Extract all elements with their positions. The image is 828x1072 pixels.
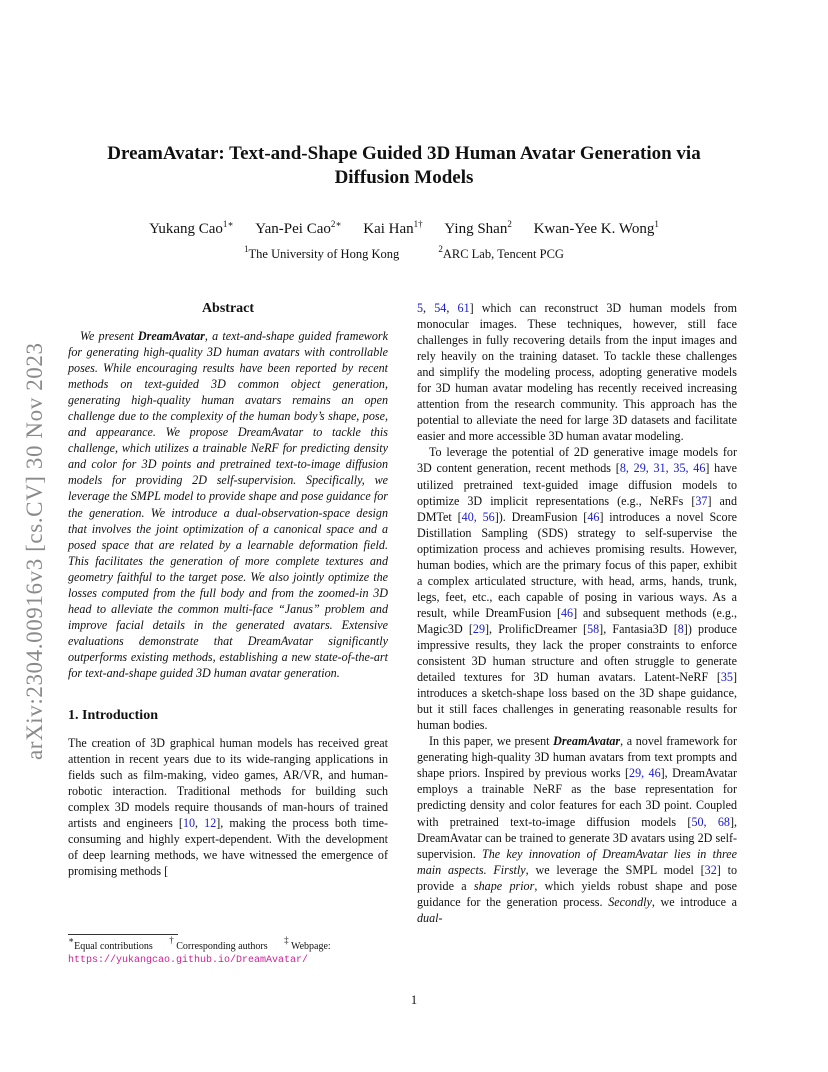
citation-link[interactable]: 35 (720, 670, 733, 685)
intro-paragraph-2: To leverage the potential of 2D generative image models for 3D content generation, recent methods [8, 29, 31, 35, 46] have utilized pretrained text-guided image diffusion models to optimize 3D implicit representations (e.g., NeRFs [37] and DMTet [40, 56]). DreamFusion [46] introduces a novel Score Distillation Sampling (SDS) strategy to self-supervise the optimization process and achieves promising results. However, human bodies, which are the primary focus of this paper, exhibit a complex articulated structure, with head, arms, hands, trunk, legs, feet, etc., each capable of posing in various ways. As a result, while DreamFusion [46] and subsequent methods (e.g., Magic3D [29], ProlificDreamer [58], Fantasia3D [8]) produce impressive results, they lack the proper constraints to enforce consistent 3D human structure and often struggle to generate detailed textures for 3D human avatars. Latent-NeRF [35] introduces a sketch-shape loss based on the 3D shape guidance, but it still faces challenges in generating reasonable results for human bodies. (417, 445, 738, 733)
page-number: 1 (410, 993, 418, 1007)
author: Yan-Pei Cao$^{2∗}$ (255, 219, 342, 237)
title-line-2: Diffusion Models (334, 167, 474, 188)
citation-link[interactable]: 12 (204, 816, 217, 831)
abstract-paragraph: We present DreamAvatar, a text-and-shape guided framework for generating high-quality 3D human avatars with controllable poses. While encouraging results have been reported by recent methods on text-guided 3D common object generation, generating high-quality human avatars remains an open challenge due to the complexity of the human body’s shape, pose, and appearance. We propose DreamAvatar to tackle this challenge, which utilizes a trainable NeRF for predicting density and color for 3D points and pretrained text-to-image diffusion models for providing 2D self-supervision. Specifically, we leverage the SMPL model to provide shape and pose guidance for the generation. We introduce a dual-observation-space design that involves the joint optimization of a canonical space and a posed space that are related by a learnable deformation field. This facilitates the generation of more complete textures and geometry faithful to the target pose. We also jointly optimize the losses computed from the full body and from the zoomed-in 3D head to alleviate the common multi-face “Janus” problem and improve facial details in the generated avatars. Extensive evaluations demonstrate that DreamAvatar significantly outperforms existing methods, establishing a new state-of-the-art for text-and-shape guided 3D human avatar generation. (68, 329, 388, 680)
intro-paragraph-3: In this paper, we present DreamAvatar, a novel framework for generating high-quality 3D human avatars from text prompts and shape priors. Inspired by previous works [29, 46], DreamAvatar employs a trainable NeRF as the base representation for predicting density and color features for each 3D point. Coupled with pretrained text-to-image diffusion models [50, 68], DreamAvatar can be trained to generate 3D avatars using 2D self-supervision. The key innovation of DreamAvatar lies in three main aspects. Firstly, we leverage the SMPL model [32] to provide a shape prior, which yields robust shape and pose guidance for the generation process. Secondly, we introduce a dual- (417, 734, 738, 925)
author-list (60, 219, 748, 239)
right-column (417, 300, 737, 926)
citation-link[interactable]: 8, 29, 31, 35, 46 (619, 461, 706, 476)
citation-link[interactable]: 46 (561, 605, 574, 620)
footnote-rule (68, 934, 178, 935)
author: Ying Shan$^2$ (444, 219, 512, 237)
citation-link[interactable]: 29 (472, 621, 486, 636)
author: Kwan-Yee K. Wong$^1$ (533, 219, 659, 237)
title-line-1: DreamAvatar: Text-and-Shape Guided 3D Human Avatar Generation via (107, 143, 701, 164)
footnote-text: ∗Equal contributions † Corresponding authors ‡ Webpage: (68, 935, 331, 952)
citation-link[interactable]: 61 (457, 301, 470, 315)
affiliation: $^1$The University of Hong Kong (244, 244, 400, 261)
intro-paragraph-1-continued: 5, 54, 61] which can reconstruct 3D human models from monocular images. These techniques, however, still face challenges in fully recovering details from the input images and rely heavily on the training dataset. To tackle these challenges and simplify the modeling process, adopting generative models for 3D human avatar modeling has recently received increasing attention from the research community. This approach has the potential to alleviate the need for large 3D datasets and facilitate easier and more accessible 3D human avatar modeling. (417, 301, 737, 444)
paper-title (70, 142, 738, 190)
citation-link[interactable]: 10 (182, 816, 196, 831)
citation-link[interactable]: 8 (677, 621, 684, 636)
citation-link[interactable]: 58 (587, 621, 600, 636)
citation-link[interactable]: 5 (417, 301, 424, 315)
citation-link[interactable]: 37 (695, 493, 708, 508)
citation-link[interactable]: 29, 46 (629, 766, 661, 781)
author: Yukang Cao$^{1∗}$ (149, 219, 234, 237)
affiliation-list (60, 246, 748, 262)
citation-link[interactable]: 50, 68 (691, 814, 730, 829)
author: Kai Han$^{1\dagger}$ (363, 219, 423, 237)
citation-link[interactable]: 46 (587, 509, 600, 524)
footnote (68, 934, 388, 967)
citation-link[interactable]: 32 (704, 862, 717, 877)
left-column (68, 300, 388, 879)
webpage-link[interactable]: https://yukangcao.github.io/DreamAvatar/ (68, 955, 309, 966)
citation-link[interactable]: 54 (434, 301, 447, 315)
citation-link[interactable]: 40, 56 (461, 509, 495, 524)
intro-paragraph-1: The creation of 3D graphical human models has received great attention in recent years due to its wide-ranging applications in fields such as film-making, video games, AR/VR, and human-robotic interaction. Traditional methods for building such complex 3D models require thousands of man-hours of trained artists and engineers [10, 12], making the process both time-consuming and highly expert-dependent. With the development of deep learning methods, we have witnessed the emergence of promising methods [ (68, 736, 388, 879)
affiliation: $^2$ARC Lab, Tencent PCG (438, 244, 564, 261)
introduction-heading: 1. Introduction (68, 708, 158, 724)
arxiv-identifier: arXiv:2304.00916v3 [cs.CV] 30 Nov 2023 (22, 342, 47, 760)
abstract-heading: Abstract (201, 301, 255, 316)
